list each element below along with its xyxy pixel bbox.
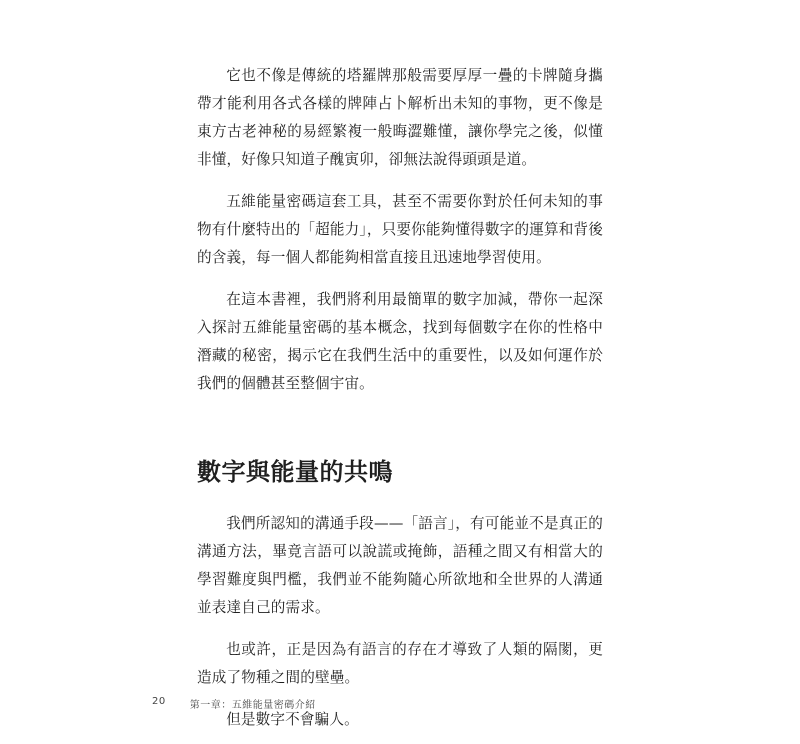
section-block — [197, 456, 603, 734]
paragraph: 但是數字不會騙人。 — [226, 711, 359, 728]
paragraph: 五維能量密碼這套工具，甚至不需要你對於任何未知的事物有什麼特出的「超能力」，只要你能夠懂得數字的運算和背後的含義，每一個人都能夠相當直接且迅速地學習使用。 — [197, 193, 603, 266]
paragraph: 它也不像是傳統的塔羅牌那般需要厚厚一疊的卡牌隨身攜帶才能利用各式各樣的牌陣占卜解析出未知的事物，更不像是東方古老神秘的易經繁複一般晦澀難懂，讓你學完之後，似懂非懂，好像只知道子醜寅卯，卻無法說得頭頭是道。 — [197, 67, 603, 168]
intro-block — [197, 62, 603, 398]
page-content — [197, 62, 603, 734]
section-heading: 數字與能量的共鳴 — [197, 457, 393, 486]
paragraph: 也或許，正是因為有語言的存在才導致了人類的隔閡，更造成了物種之間的壁壘。 — [197, 641, 603, 686]
page-number: 20 — [152, 696, 166, 707]
page-footer — [152, 696, 316, 711]
paragraph: 在這本書裡，我們將利用最簡單的數字加減，帶你一起深入探討五維能量密碼的基本概念，找到每個數字在你的性格中潛藏的秘密，揭示它在我們生活中的重要性，以及如何運作於我們的個體甚至整個宇宙。 — [197, 291, 603, 392]
paragraph: 我們所認知的溝通手段——「語言」，有可能並不是真正的溝通方法，畢竟言語可以說謊或掩飾，語種之間又有相當大的學習難度與門檻，我們並不能夠隨心所欲地和全世界的人溝通並表達自己的需求。 — [197, 515, 603, 616]
chapter-title: 第一章：五維能量密碼介紹 — [189, 700, 316, 711]
